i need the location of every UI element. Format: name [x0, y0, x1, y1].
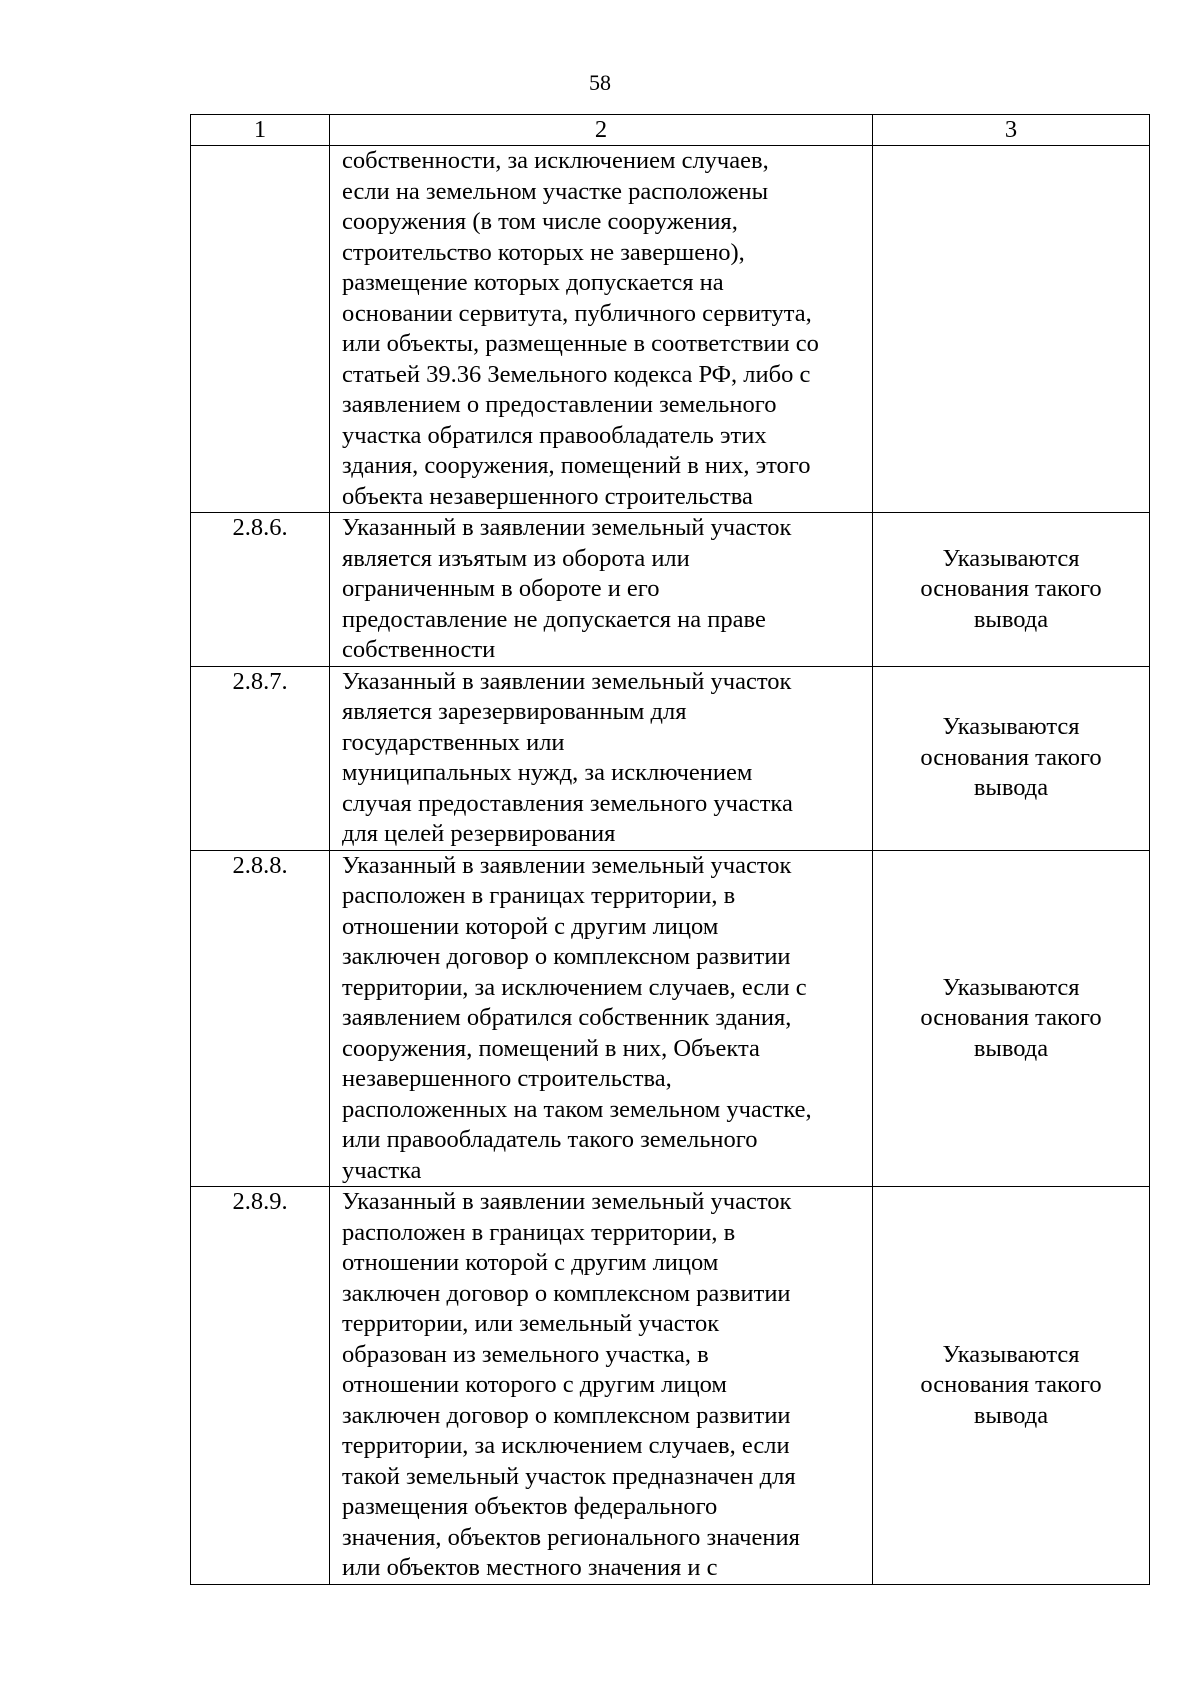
- description-line: собственности: [342, 636, 496, 663]
- row-number: 2.8.8.: [191, 850, 330, 1187]
- description-line: заявлением обратился собственник здания,: [342, 1004, 792, 1031]
- description-line: участка: [342, 1156, 422, 1184]
- description-line: отношении которой с другим лицом: [342, 912, 719, 940]
- description-line: случая предоставления земельного участка: [342, 789, 793, 817]
- description-line: заключен договор о комплексном развитии: [342, 943, 791, 970]
- basis-line: основания такого: [920, 1371, 1102, 1398]
- basis-line: основания такого: [920, 1004, 1102, 1031]
- description-line: государственных или: [342, 728, 565, 756]
- row-basis: [873, 1187, 1150, 1585]
- description-line: заявлением о предоставлении земельного: [342, 391, 777, 418]
- basis-line: вывода: [973, 605, 1049, 633]
- basis-line: Указываются: [942, 973, 1080, 1001]
- row-number: 2.8.6.: [191, 513, 330, 667]
- description-line: расположенных на таком земельном участке,: [342, 1095, 812, 1123]
- row-number: [191, 146, 330, 513]
- description-line: Указанный в заявлении земельный участок: [342, 1188, 792, 1215]
- description-line: незавершенного строительства,: [342, 1065, 672, 1092]
- table-header-row: [191, 115, 1150, 146]
- column-header-1: 1: [191, 115, 330, 146]
- table-row: [191, 850, 1150, 1187]
- description-line: ограниченным в обороте и его: [342, 575, 660, 602]
- description-line: размещения объектов федерального: [342, 1493, 718, 1520]
- description-line: или правообладатель такого земельного: [342, 1126, 758, 1153]
- row-basis: [873, 666, 1150, 850]
- row-basis: [873, 850, 1150, 1187]
- description-line: объекта незавершенного строительства: [342, 482, 753, 510]
- basis-line: вывода: [973, 1401, 1049, 1429]
- basis-line: Указываются: [942, 544, 1080, 572]
- row-basis: [873, 146, 1150, 513]
- description-line: строительство которых не завершено),: [342, 238, 745, 266]
- basis-line: Указываются: [942, 1340, 1080, 1368]
- row-number: 2.8.9.: [191, 1187, 330, 1585]
- description-line: территории, за исключением случаев, если с: [342, 973, 807, 1001]
- basis-line: основания такого: [920, 743, 1102, 771]
- description-line: или объекты, размещенные в соответствии со: [342, 330, 819, 357]
- description-line: статьей 39.36 Земельного кодекса РФ, либо с: [342, 360, 811, 388]
- basis-line: Указываются: [942, 713, 1080, 741]
- row-description: [330, 513, 873, 667]
- description-line: отношении которой с другим лицом: [342, 1249, 719, 1276]
- row-description: [330, 1187, 873, 1585]
- description-line: значения, объектов регионального значения: [342, 1523, 800, 1551]
- description-line: Указанный в заявлении земельный участок: [342, 667, 792, 695]
- description-line: Указанный в заявлении земельный участок: [342, 851, 792, 879]
- description-line: если на земельном участке расположены: [342, 177, 769, 205]
- description-line: заключен договор о комплексном развитии: [342, 1401, 791, 1429]
- description-line: отношении которого с другим лицом: [342, 1371, 727, 1398]
- description-line: расположен в границах территории, в: [342, 882, 736, 909]
- description-line: территории, за исключением случаев, если: [342, 1432, 790, 1459]
- table-row: [191, 666, 1150, 850]
- description-line: является зарезервированным для: [342, 698, 687, 725]
- column-header-2: 2: [330, 115, 873, 146]
- description-line: предоставление не допускается на праве: [342, 605, 766, 633]
- row-description: [330, 146, 873, 513]
- column-header-3: 3: [873, 115, 1150, 146]
- description-line: или объектов местного значения и с: [342, 1554, 718, 1581]
- page-number: 58: [589, 70, 611, 95]
- description-line: участка обратился правообладатель этих: [342, 421, 767, 449]
- row-number: 2.8.7.: [191, 666, 330, 850]
- description-line: образован из земельного участка, в: [342, 1340, 709, 1368]
- row-description: [330, 850, 873, 1187]
- basis-line: основания такого: [920, 575, 1102, 602]
- basis-line: вывода: [973, 774, 1049, 802]
- description-line: расположен в границах территории, в: [342, 1218, 736, 1246]
- document-table: [190, 114, 1150, 1585]
- basis-line: вывода: [973, 1034, 1049, 1062]
- description-line: территории, или земельный участок: [342, 1310, 720, 1337]
- description-line: для целей резервирования: [342, 820, 616, 847]
- description-line: является изъятым из оборота или: [342, 544, 690, 572]
- table-row: [191, 1187, 1150, 1585]
- table-row: [191, 146, 1150, 513]
- description-line: собственности, за исключением случаев,: [342, 147, 769, 174]
- table-row: [191, 513, 1150, 667]
- description-line: заключен договор о комплексном развитии: [342, 1279, 791, 1307]
- description-line: размещение которых допускается на: [342, 269, 724, 296]
- row-basis: [873, 513, 1150, 667]
- description-line: муниципальных нужд, за исключением: [342, 759, 753, 786]
- row-description: [330, 666, 873, 850]
- description-line: сооружения (в том числе сооружения,: [342, 208, 738, 235]
- description-line: сооружения, помещений в них, Объекта: [342, 1034, 760, 1062]
- description-line: такой земельный участок предназначен для: [342, 1462, 796, 1490]
- description-line: Указанный в заявлении земельный участок: [342, 514, 792, 541]
- description-line: здания, сооружения, помещений в них, этого: [342, 452, 811, 479]
- description-line: основании сервитута, публичного сервитута,: [342, 299, 812, 327]
